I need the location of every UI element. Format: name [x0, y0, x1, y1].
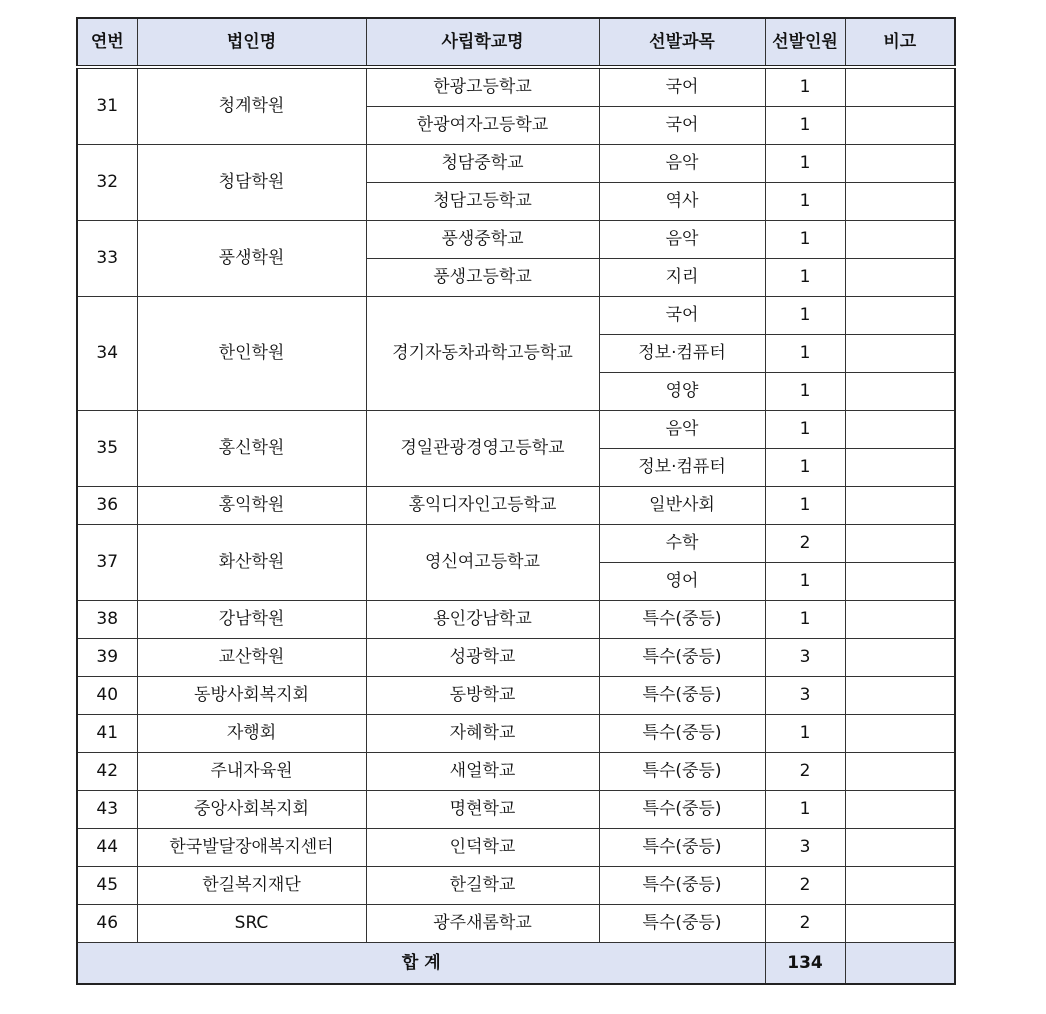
cell-school: 풍생중학교: [366, 221, 599, 259]
table-row: [77, 297, 955, 335]
cell-subject: 음악: [599, 221, 765, 259]
cell-count: 3: [765, 639, 845, 677]
table-row: [77, 639, 955, 677]
cell-note: [845, 829, 955, 867]
cell-note: [845, 107, 955, 145]
cell-school: 성광학교: [366, 639, 599, 677]
cell-note: [845, 715, 955, 753]
cell-subject: 수학: [599, 525, 765, 563]
cell-school: 인덕학교: [366, 829, 599, 867]
cell-corp: 한길복지재단: [137, 867, 366, 905]
cell-school: 자혜학교: [366, 715, 599, 753]
selection-table: [76, 17, 956, 985]
cell-no: 38: [77, 601, 137, 639]
cell-school: 명현학교: [366, 791, 599, 829]
header-count: 선발인원: [765, 18, 845, 67]
cell-note: [845, 677, 955, 715]
header-note: 비고: [845, 18, 955, 67]
cell-school: 한광고등학교: [366, 67, 599, 107]
cell-no: 43: [77, 791, 137, 829]
cell-subject: 국어: [599, 297, 765, 335]
cell-school: 용인강남학교: [366, 601, 599, 639]
cell-note: [845, 373, 955, 411]
cell-subject: 음악: [599, 145, 765, 183]
table-row: [77, 525, 955, 563]
cell-count: 3: [765, 677, 845, 715]
cell-count: 2: [765, 753, 845, 791]
cell-no: 39: [77, 639, 137, 677]
cell-corp: 홍신학원: [137, 411, 366, 487]
cell-note: [845, 753, 955, 791]
cell-count: 1: [765, 373, 845, 411]
cell-note: [845, 487, 955, 525]
cell-corp: 동방사회복지회: [137, 677, 366, 715]
cell-corp: 풍생학원: [137, 221, 366, 297]
cell-no: 37: [77, 525, 137, 601]
header-subject: 선발과목: [599, 18, 765, 67]
cell-subject: 특수(중등): [599, 791, 765, 829]
table-row: [77, 601, 955, 639]
cell-school: 경기자동차과학고등학교: [366, 297, 599, 411]
cell-subject: 특수(중등): [599, 829, 765, 867]
total-count: 134: [765, 943, 845, 985]
cell-no: 36: [77, 487, 137, 525]
cell-school: 한길학교: [366, 867, 599, 905]
cell-count: 1: [765, 487, 845, 525]
cell-subject: 특수(중등): [599, 639, 765, 677]
cell-school: 새얼학교: [366, 753, 599, 791]
cell-subject: 영양: [599, 373, 765, 411]
cell-corp: 한인학원: [137, 297, 366, 411]
cell-subject: 국어: [599, 107, 765, 145]
cell-no: 41: [77, 715, 137, 753]
cell-corp: 청계학원: [137, 67, 366, 145]
cell-school: 청담고등학교: [366, 183, 599, 221]
cell-corp: 자행회: [137, 715, 366, 753]
cell-note: [845, 791, 955, 829]
cell-no: 34: [77, 297, 137, 411]
cell-note: [845, 297, 955, 335]
cell-count: 2: [765, 905, 845, 943]
cell-corp: 강남학원: [137, 601, 366, 639]
cell-count: 1: [765, 601, 845, 639]
cell-subject: 역사: [599, 183, 765, 221]
cell-count: 1: [765, 411, 845, 449]
cell-count: 1: [765, 715, 845, 753]
table-row: [77, 67, 955, 107]
header-corp: 법인명: [137, 18, 366, 67]
cell-count: 2: [765, 525, 845, 563]
table-row: [77, 715, 955, 753]
total-note: [845, 943, 955, 985]
table-row: [77, 145, 955, 183]
cell-subject: 특수(중등): [599, 601, 765, 639]
cell-school: 영신여고등학교: [366, 525, 599, 601]
cell-school: 풍생고등학교: [366, 259, 599, 297]
cell-subject: 국어: [599, 67, 765, 107]
cell-no: 33: [77, 221, 137, 297]
cell-note: [845, 867, 955, 905]
cell-subject: 정보·컴퓨터: [599, 449, 765, 487]
cell-no: 46: [77, 905, 137, 943]
header-school: 사립학교명: [366, 18, 599, 67]
table-body: [77, 67, 955, 943]
cell-count: 1: [765, 67, 845, 107]
cell-note: [845, 335, 955, 373]
cell-count: 3: [765, 829, 845, 867]
cell-count: 1: [765, 145, 845, 183]
cell-no: 35: [77, 411, 137, 487]
cell-subject: 특수(중등): [599, 715, 765, 753]
table-row: [77, 905, 955, 943]
cell-corp: 주내자육원: [137, 753, 366, 791]
cell-note: [845, 525, 955, 563]
table-row: [77, 487, 955, 525]
cell-note: [845, 259, 955, 297]
cell-school: 한광여자고등학교: [366, 107, 599, 145]
cell-subject: 지리: [599, 259, 765, 297]
cell-subject: 영어: [599, 563, 765, 601]
cell-corp: 화산학원: [137, 525, 366, 601]
cell-count: 1: [765, 449, 845, 487]
cell-no: 32: [77, 145, 137, 221]
cell-subject: 특수(중등): [599, 677, 765, 715]
cell-subject: 특수(중등): [599, 753, 765, 791]
cell-subject: 특수(중등): [599, 867, 765, 905]
cell-subject: 정보·컴퓨터: [599, 335, 765, 373]
table-row: [77, 829, 955, 867]
cell-school: 광주새롬학교: [366, 905, 599, 943]
cell-no: 42: [77, 753, 137, 791]
table-row: [77, 791, 955, 829]
cell-no: 31: [77, 67, 137, 145]
total-label: 합 계: [77, 943, 765, 985]
cell-note: [845, 449, 955, 487]
cell-note: [845, 145, 955, 183]
cell-school: 청담중학교: [366, 145, 599, 183]
cell-school: 경일관광경영고등학교: [366, 411, 599, 487]
cell-note: [845, 67, 955, 107]
cell-corp: 홍익학원: [137, 487, 366, 525]
cell-school: 홍익디자인고등학교: [366, 487, 599, 525]
cell-no: 40: [77, 677, 137, 715]
header-row: [77, 18, 955, 67]
cell-count: 1: [765, 183, 845, 221]
table-row: [77, 411, 955, 449]
cell-note: [845, 221, 955, 259]
cell-count: 1: [765, 221, 845, 259]
cell-note: [845, 905, 955, 943]
cell-note: [845, 601, 955, 639]
cell-count: 2: [765, 867, 845, 905]
cell-count: 1: [765, 297, 845, 335]
cell-corp: 교산학원: [137, 639, 366, 677]
cell-corp: 청담학원: [137, 145, 366, 221]
cell-subject: 일반사회: [599, 487, 765, 525]
cell-subject: 음악: [599, 411, 765, 449]
table-row: [77, 867, 955, 905]
cell-corp: 중앙사회복지회: [137, 791, 366, 829]
cell-school: 동방학교: [366, 677, 599, 715]
table-row: [77, 753, 955, 791]
cell-corp: SRC: [137, 905, 366, 943]
cell-count: 1: [765, 335, 845, 373]
cell-note: [845, 563, 955, 601]
cell-note: [845, 639, 955, 677]
cell-subject: 특수(중등): [599, 905, 765, 943]
cell-count: 1: [765, 791, 845, 829]
cell-note: [845, 411, 955, 449]
cell-count: 1: [765, 107, 845, 145]
cell-no: 45: [77, 867, 137, 905]
cell-corp: 한국발달장애복지센터: [137, 829, 366, 867]
cell-no: 44: [77, 829, 137, 867]
table-row: [77, 221, 955, 259]
cell-count: 1: [765, 259, 845, 297]
total-row: [77, 943, 955, 985]
cell-count: 1: [765, 563, 845, 601]
table-row: [77, 677, 955, 715]
cell-note: [845, 183, 955, 221]
header-no: 연번: [77, 18, 137, 67]
